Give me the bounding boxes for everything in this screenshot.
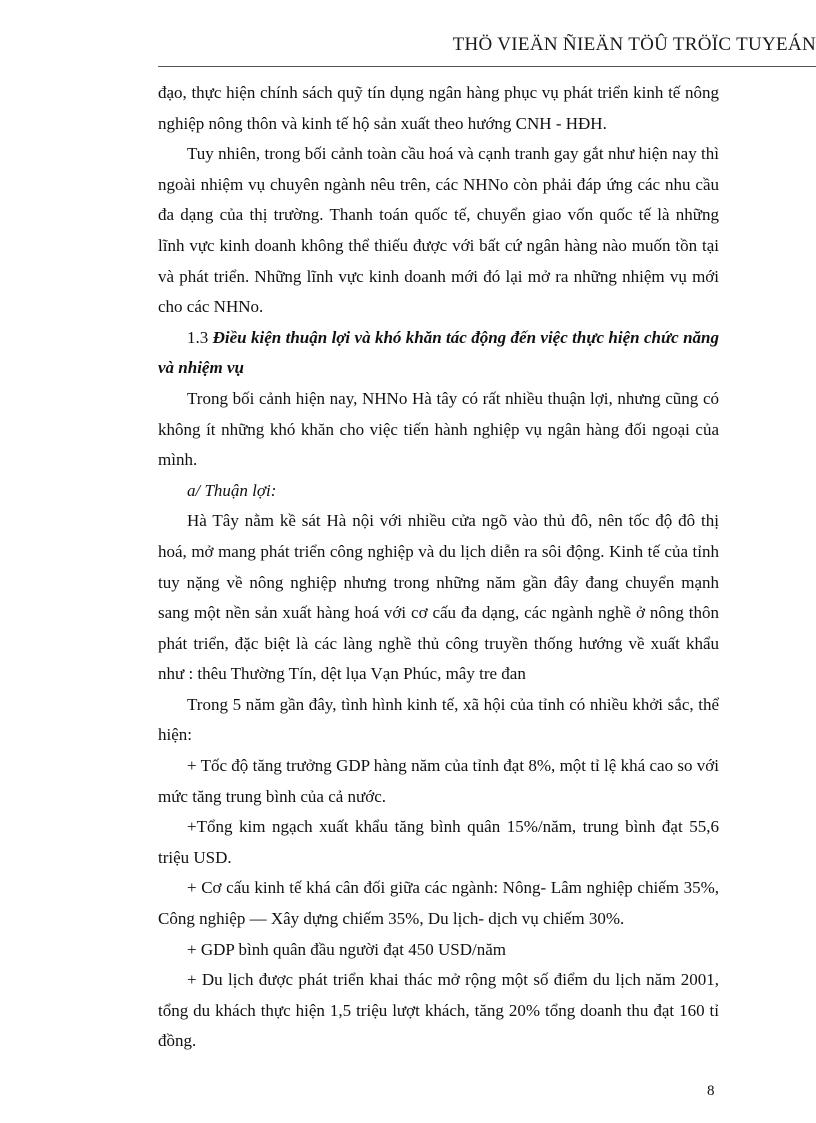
list-item: + Du lịch được phát triển khai thác mở rộng một số điểm du lịch năm 2001, tổng du khách thực hiện 1,5 triệu lượt khách, tăng 20% tổng doanh thu đạt 160 tỉ đồng. [158,970,719,1051]
section-number: 1.3 [187,327,209,347]
section-title: Điều kiện thuận lợi và khó khăn tác động đến việc thực hiện chức năng và nhiệm vụ [158,327,720,378]
header-rule [158,66,816,67]
running-header: THÖ VIEÄN ÑIEÄN TÖÛ TRÖÏC TUYEÁN [452,34,816,55]
document-body [158,78,719,1057]
paragraph: Tuy nhiên, trong bối cảnh toàn cầu hoá và cạnh tranh gay gắt như hiện nay thì ngoài nhiệm vụ chuyên ngành nêu trên, các NHNo còn phải đáp ứng các nhu cầu đa dạng của thị trường. Thanh toán quốc tế, chuyển giao vốn quốc tế là những lĩnh vực kinh doanh không thể thiếu được với bất cứ ngân hàng nào muốn tồn tại và phát triển. Những lĩnh vực kinh doanh mới đó lại mở ra những nhiệm vụ mới cho các NHNo. [158,144,719,317]
paragraph: đạo, thực hiện chính sách quỹ tín dụng ngân hàng phục vụ phát triển kinh tế nông nghiệp nông thôn và kinh tế hộ sản xuất theo hướng CNH - HĐH. [158,83,719,133]
paragraph: Hà Tây nằm kề sát Hà nội với nhiều cửa ngõ vào thủ đô, nên tốc độ đô thị hoá, mở mang phát triển công nghiệp và du lịch diễn ra sôi động. Kinh tế của tỉnh tuy nặng về nông nghiệp nhưng trong những năm gần đây đang chuyển mạnh sang một nền sản xuất hàng hoá với cơ cấu đa dạng, các ngành nghề ở nông thôn phát triển, đặc biệt là các làng nghề thủ công truyền thống hướng về xuất khẩu như : thêu Thường Tín, dệt lụa Vạn Phúc, mây tre đan [158,511,719,684]
page-number: 8 [707,1083,715,1099]
list-item: + Tốc độ tăng trưởng GDP hàng năm của tỉnh đạt 8%, một tỉ lệ khá cao so với mức tăng trung bình của cả nước. [158,756,719,806]
paragraph: Trong 5 năm gần đây, tình hình kinh tế, xã hội của tỉnh có nhiều khởi sắc, thể hiện: [158,694,719,745]
list-item: +Tổng kim ngạch xuất khẩu tăng bình quân 15%/năm, trung bình đạt 55,6 triệu USD. [158,817,719,867]
list-item: + GDP bình quân đầu người đạt 450 USD/năm [187,939,506,959]
paragraph: Trong bối cảnh hiện nay, NHNo Hà tây có rất nhiều thuận lợi, nhưng cũng có không ít những khó khăn cho việc tiến hành nghiệp vụ ngân hàng đối ngoại của mình. [158,388,719,470]
subheading: a/ Thuận lợi: [187,480,277,500]
section-heading [158,323,719,384]
list-item: + Cơ cấu kinh tế khá cân đối giữa các ngành: Nông- Lâm nghiệp chiếm 35%, Công nghiệp — Xây dựng chiếm 35%, Du lịch- dịch vụ chiếm 30%. [158,878,719,929]
